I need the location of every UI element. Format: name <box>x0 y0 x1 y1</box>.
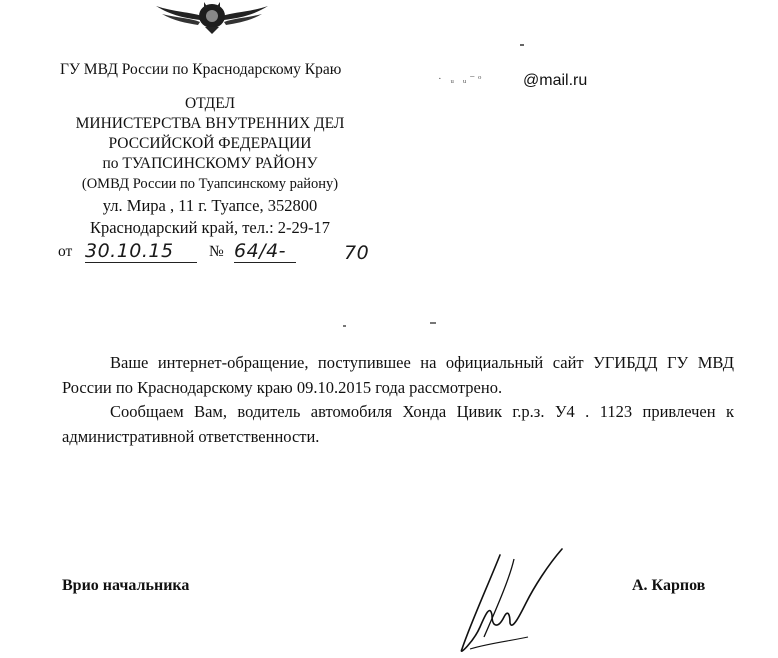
dept-line-6: ул. Мира , 11 г. Туапсе, 352800 <box>102 196 318 215</box>
handwritten-signature <box>440 545 580 658</box>
dept-line-3: РОССИЙСКОЙ ФЕДЕРАЦИИ <box>108 135 312 152</box>
letter-body <box>62 351 734 449</box>
dept-line-4: по ТУАПСИНСКОМУ РАЙОНУ <box>102 155 318 172</box>
date-prefix: от <box>58 243 73 260</box>
dept-line-7: Краснодарский край, тел.: 2-29-17 <box>89 218 331 237</box>
recipient-email: @mail.ru <box>523 72 588 89</box>
authority-line: ГУ МВД России по Краснодарскому Краю <box>60 61 342 78</box>
scan-speck <box>343 325 346 327</box>
dept-line-5: (ОМВД России по Туапсинскому району) <box>81 176 339 192</box>
dept-line-1: ОТДЕЛ <box>184 95 236 112</box>
signatory-position: Врио начальника <box>62 577 190 594</box>
dept-line-2: МИНИСТЕРСТВА ВНУТРЕННИХ ДЕЛ <box>75 115 345 132</box>
scan-speck <box>520 44 524 46</box>
redacted-email-fragment: · ᵤ ᵤ⁻ᵒ <box>438 73 485 85</box>
number-suffix: 70 <box>344 242 370 264</box>
scan-speck <box>430 322 436 324</box>
signatory-name: А. Карпов <box>632 577 706 594</box>
body-paragraph-2: Сообщаем Вам, водитель автомобиля Хонда Цивик г.р.з. У4 . 1123 привлечен к административной ответственности. <box>62 402 734 446</box>
eagle-emblem-icon <box>150 0 274 34</box>
date-value: 30.10.15 <box>85 240 197 263</box>
number-prefix: № <box>209 243 224 260</box>
department-block <box>40 94 380 238</box>
body-paragraph-1: Ваше интернет-обращение, поступившее на официальный сайт УГИБДД ГУ МВД России по Краснодарскому краю 09.10.2015 года рассмотрено. <box>62 353 734 397</box>
number-value: 64/4- <box>234 240 296 263</box>
